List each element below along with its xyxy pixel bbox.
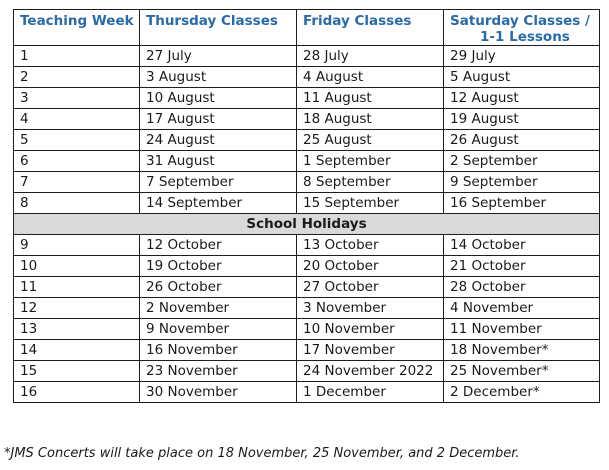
cell-friday: 8 September: [297, 172, 444, 193]
cell-thursday: 16 November: [140, 340, 297, 361]
cell-friday: 25 August: [297, 130, 444, 151]
cell-thursday: 19 October: [140, 256, 297, 277]
school-holidays-row: [14, 214, 600, 235]
cell-friday: 20 October: [297, 256, 444, 277]
table-row: [14, 109, 600, 130]
cell-friday: 17 November: [297, 340, 444, 361]
cell-saturday: 19 August: [444, 109, 600, 130]
cell-saturday: 21 October: [444, 256, 600, 277]
cell-friday: 11 August: [297, 88, 444, 109]
cell-week: 11: [14, 277, 140, 298]
table-row: [14, 46, 600, 67]
cell-friday: 4 August: [297, 67, 444, 88]
cell-week: 8: [14, 193, 140, 214]
header-friday-classes: Friday Classes: [297, 10, 444, 46]
cell-week: 7: [14, 172, 140, 193]
cell-saturday: 12 August: [444, 88, 600, 109]
table-row: [14, 88, 600, 109]
cell-friday: 28 July: [297, 46, 444, 67]
cell-saturday: 18 November*: [444, 340, 600, 361]
cell-week: 5: [14, 130, 140, 151]
cell-week: 12: [14, 298, 140, 319]
cell-saturday: 2 September: [444, 151, 600, 172]
header-teaching-week: Teaching Week: [14, 10, 140, 46]
cell-saturday: 26 August: [444, 130, 600, 151]
cell-week: 16: [14, 382, 140, 403]
table-row: [14, 340, 600, 361]
cell-thursday: 30 November: [140, 382, 297, 403]
cell-thursday: 27 July: [140, 46, 297, 67]
cell-friday: 24 November 2022: [297, 361, 444, 382]
header-row: [14, 10, 600, 46]
table-row: [14, 67, 600, 88]
cell-thursday: 23 November: [140, 361, 297, 382]
cell-thursday: 24 August: [140, 130, 297, 151]
table-row: [14, 130, 600, 151]
table-row: [14, 319, 600, 340]
cell-friday: 15 September: [297, 193, 444, 214]
cell-week: 6: [14, 151, 140, 172]
cell-friday: 13 October: [297, 235, 444, 256]
header-saturday-line2: 1-1 Lessons: [480, 29, 570, 45]
cell-saturday: 16 September: [444, 193, 600, 214]
cell-friday: 3 November: [297, 298, 444, 319]
table-row: [14, 235, 600, 256]
cell-week: 13: [14, 319, 140, 340]
cell-week: 10: [14, 256, 140, 277]
cell-week: 15: [14, 361, 140, 382]
cell-thursday: 17 August: [140, 109, 297, 130]
school-holidays-label: School Holidays: [14, 214, 600, 235]
table-row: [14, 172, 600, 193]
header-saturday-classes: [444, 10, 600, 46]
cell-thursday: 10 August: [140, 88, 297, 109]
table-header: [14, 10, 600, 46]
cell-thursday: 12 October: [140, 235, 297, 256]
cell-saturday: 2 December*: [444, 382, 600, 403]
table-row: [14, 151, 600, 172]
cell-week: 2: [14, 67, 140, 88]
cell-week: 9: [14, 235, 140, 256]
cell-week: 14: [14, 340, 140, 361]
teaching-schedule-table: [13, 9, 600, 403]
cell-saturday: 14 October: [444, 235, 600, 256]
table-row: [14, 256, 600, 277]
cell-friday: 1 December: [297, 382, 444, 403]
cell-saturday: 4 November: [444, 298, 600, 319]
cell-friday: 1 September: [297, 151, 444, 172]
table-row: [14, 193, 600, 214]
header-saturday-line1: Saturday Classes /: [450, 13, 590, 29]
cell-saturday: 28 October: [444, 277, 600, 298]
table-row: [14, 277, 600, 298]
table-row: [14, 361, 600, 382]
table-body: [14, 46, 600, 403]
cell-week: 3: [14, 88, 140, 109]
table-row: [14, 382, 600, 403]
cell-week: 4: [14, 109, 140, 130]
cell-thursday: 2 November: [140, 298, 297, 319]
cell-saturday: 5 August: [444, 67, 600, 88]
cell-thursday: 7 September: [140, 172, 297, 193]
cell-saturday: 29 July: [444, 46, 600, 67]
cell-friday: 10 November: [297, 319, 444, 340]
cell-thursday: 9 November: [140, 319, 297, 340]
cell-saturday: 25 November*: [444, 361, 600, 382]
header-thursday-classes: Thursday Classes: [140, 10, 297, 46]
cell-week: 1: [14, 46, 140, 67]
cell-saturday: 9 September: [444, 172, 600, 193]
cell-friday: 18 August: [297, 109, 444, 130]
table-row: [14, 298, 600, 319]
cell-saturday: 11 November: [444, 319, 600, 340]
cell-thursday: 14 September: [140, 193, 297, 214]
cell-thursday: 26 October: [140, 277, 297, 298]
cell-friday: 27 October: [297, 277, 444, 298]
cell-thursday: 3 August: [140, 67, 297, 88]
cell-thursday: 31 August: [140, 151, 297, 172]
concert-footnote: *JMS Concerts will take place on 18 November, 25 November, and 2 December.: [4, 446, 520, 461]
